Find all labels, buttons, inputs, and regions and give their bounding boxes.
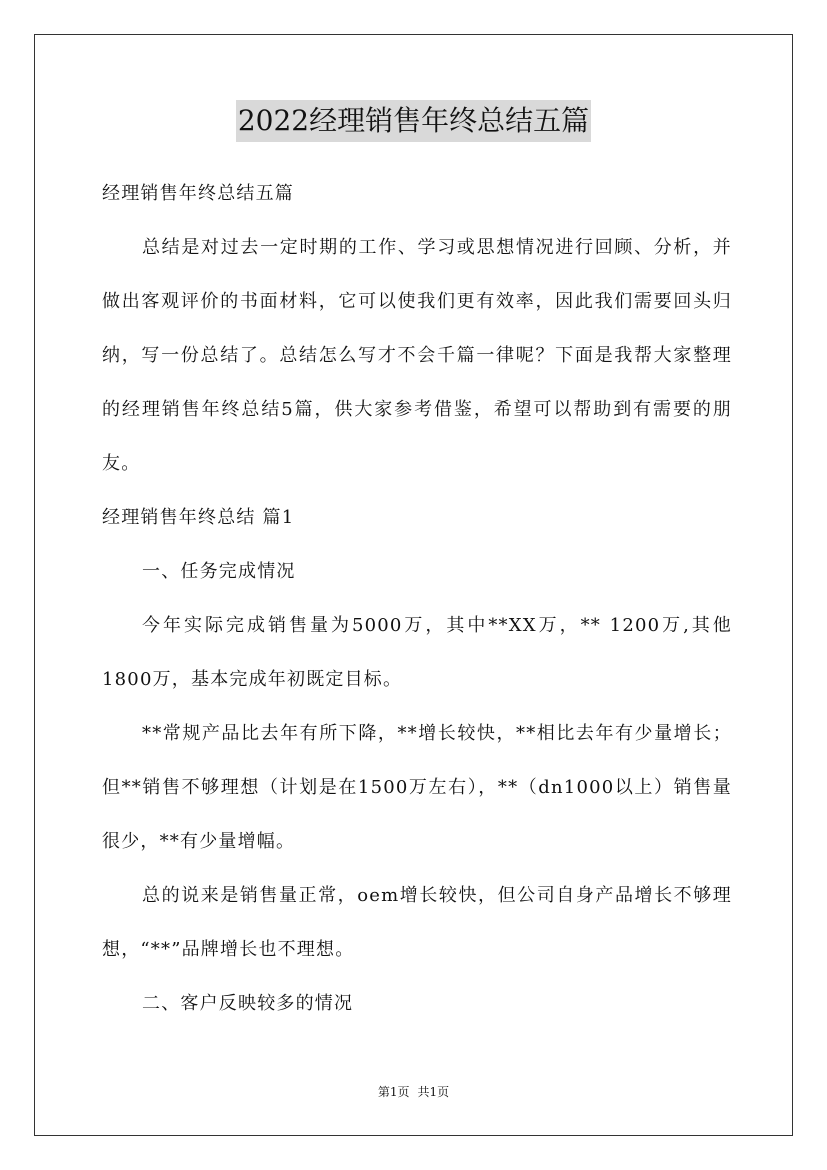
section-heading: 经理销售年终总结 篇1 bbox=[102, 507, 295, 528]
paragraph-products: **常规产品比去年有所下降，**增长较快，**相比去年有少量增长；但**销售不够理想（计划是在1500万左右），**（dn1000以上）销售量很少，**有少量增幅。 bbox=[102, 723, 732, 852]
document-title: 2022经理销售年终总结五篇 bbox=[236, 100, 591, 142]
page-number: 第1页 bbox=[377, 1085, 410, 1099]
page-footer bbox=[0, 1083, 827, 1100]
paragraph-summary: 总的说来是销售量正常，oem增长较快，但公司自身产品增长不够理想，“**”品牌增长也不理想。 bbox=[102, 885, 732, 960]
page-total: 共1页 bbox=[417, 1085, 450, 1099]
title-wrap bbox=[0, 100, 827, 142]
document-subtitle: 经理销售年终总结五篇 bbox=[102, 183, 294, 204]
subsection-heading-2: 二、客户反映较多的情况 bbox=[142, 993, 354, 1014]
subsection-heading: 一、任务完成情况 bbox=[142, 561, 296, 582]
paragraph-intro: 总结是对过去一定时期的工作、学习或思想情况进行回顾、分析，并做出客观评价的书面材料，它可以使我们更有效率，因此我们需要回头归纳，写一份总结了。总结怎么写才不会千篇一律呢？下面是我帮大家整理的经理销售年终总结5篇，供大家参考借鉴，希望可以帮助到有需要的朋友。 bbox=[102, 237, 732, 474]
paragraph-sales: 今年实际完成销售量为5000万，其中**XX万，** 1200万,其他1800万，基本完成年初既定目标。 bbox=[102, 615, 732, 690]
